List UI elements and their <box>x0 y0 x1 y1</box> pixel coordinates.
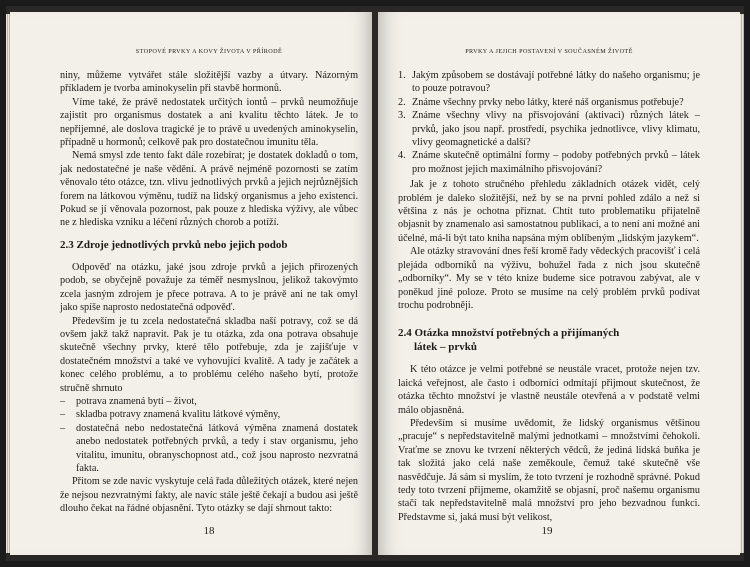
paragraph: Především si musíme uvědomit, že lidský organismus většinou „pracuje“ s nepředstavitelně malými jednotkami – množstvími čehokoli. Vraťme se znovu ke tvrzení některých vědců, že jediná lidská buňka je tak složitá jako celá naše zeměkoule, čemuž také skutečně vše nasvědčuje. Já sám si myslím, že toto tvrzení je rozhodně správné. Pokud tedy toto tvrzení přijmeme, okamžitě se objasní, proč našemu organismu stačí tak nepředstavitelně malá množství pro jeho bezvadnou funkci. Představme si, jaká musí být velikost, <box>398 417 700 523</box>
heading-line: 2.4 Otázka množství potřebných a přijímaných <box>398 327 620 340</box>
heading-line: látek – prvků <box>414 341 477 354</box>
list-text: Známe všechny prvky nebo látky, které náš organismus potřebuje? <box>412 96 684 108</box>
list-item <box>398 96 700 109</box>
paragraph: Nemá smysl zde tento fakt dále rozebírat; je dostatek dokladů o tom, jak nedostatečné je naše vědění. A právě nejméně pozornosti se zatím věnovalo této otázce, tzn. vlivu jednotlivých prvků a jejich nejrůznějších forem na látkovou výměnu, tudíž na lidský organismus a jeho existenci. Pokud se jí věnovala pozornost, pak pouze z hlediska výživy, ale vůbec ne z hlediska vzniku a léčení různých chorob a potíží. <box>60 150 358 229</box>
list-item: – skladba potravy znamená kvalitu látkové výměny, <box>60 408 358 421</box>
paragraph: Přitom se zde navíc vyskytuje celá řada důležitých otázek, které nejen že nejsou nezvratnými fakty, ale navíc stále ještě čekají a budou asi ještě dlouho čekat na řádné objasnění. Tyto otázky se dají shrnout takto: <box>60 476 358 515</box>
list-item: – dostatečná nebo nedostatečná látková výměna znamená dostatek anebo nedostatek potřebných prvků, a tedy i stav organismu, jeho vitalitu, imunitu, obranyschopnost atd., což jsou naprosto nezvratná fakta. <box>60 422 358 476</box>
page-number: 19 <box>541 525 553 537</box>
section-heading: 2.3 Zdroje jednotlivých prvků nebo jejich podob <box>60 238 288 251</box>
paragraph: Jak je z tohoto stručného přehledu základních otázek vidět, celý problém je daleko složitější, než by se na první pohled zdálo a než si většina z nás je ochotna přiznat. Chtít tuto problematiku přijatelně objasnit by znamenalo asi samostatnou publikaci, a to není ani možné ani účelné, má-li být tato kniha napsána mým oblíbeným „lidským jazykem“. <box>398 179 700 244</box>
running-head: STOPOVÉ PRVKY A KOVY ŽIVOTA V PŘÍRODĚ <box>135 48 283 55</box>
list-number: 3. <box>398 110 406 122</box>
paragraph: Ale otázky stravování dnes řeší kromě řady vědeckých pracovišť i celá plejáda odborníků na výživu, bohužel řada z nich jsou skutečně „odborníky“. My se v této knize budeme sice potravou zabývat, ale v poněkud jiné poloze. Proto se musíme na celý problém prvků podívat trochu podrobněji. <box>398 246 700 311</box>
dash-list <box>60 395 358 475</box>
right-page <box>378 12 740 555</box>
paragraph: Především je tu zcela nedostatečná skladba naší potravy, což se dá ovšem jakž takž napravit. Pak je tu otázka, zda ona potrava obsahuje skutečně všechny prvky, které tělo potřebuje, zda je zajišťuje v dostatečném množství a také ve vyhovující kvalitě. A tady je začátek a konec celého problému, a to problému celého našeho bytí, protože stručně shrnuto <box>60 315 358 394</box>
question-list <box>398 69 700 176</box>
list-text: Jakým způsobem se dostávají potřebné látky do našeho organismu; je to pouze potravou? <box>412 70 700 95</box>
paragraph: Víme také, že právě nedostatek určitých iontů – prvků neumožňuje zajistit pro organismus dostatek a ani kvalitu těchto látek. Je to nepřijemné, ale doslova tragické je to právě u uvedených aminokyselin, případně u hormonů; celkově pak pro dostatečnou imunitu těla. <box>60 96 358 149</box>
list-number: 1. <box>398 70 406 81</box>
paragraph: K této otázce je velmi potřebné se neustále vracet, protože nejen tzv. laická veřejnost, ale často i odborníci odmítají přijmout skutečnost, že otázka těchto množství je vlastně neustále otevřená a v podstatě velmi málo objasněná. <box>398 364 700 416</box>
list-number: 2. <box>398 96 406 108</box>
list-item <box>398 69 700 96</box>
list-text: Známe všechny vlivy na přisvojování (aktivaci) různých látek – prvků, jako jsou např. prostředí, psychika jednotlivce, vlivy klimatu, vlivy geomagnetické a další? <box>412 110 700 149</box>
page-number: 18 <box>203 525 215 537</box>
list-item <box>398 109 700 149</box>
left-page <box>10 12 372 555</box>
section-heading <box>398 326 700 354</box>
page-edge-right <box>740 14 744 553</box>
paragraph: niny, můžeme vytvářet stále složitější vazby a útvary. Názorným příkladem je tvorba aminokyselin při stavbě hormonů. <box>60 70 358 95</box>
list-number: 4. <box>398 150 406 162</box>
open-book <box>6 6 744 561</box>
paragraph: Odpověď na otázku, jaké jsou zdroje prvků a jejich přirozených podob, se obyčejně považuje za téměř nesmyslnou, jelikož takovýmto zcela jasným zdrojem je přece potrava. A to je právě ani ne tak omyl jako spíše naprosto nedostatečná odpověď. <box>60 261 358 314</box>
list-text: Známe skutečně optimální formy – podoby potřebných prvků – látek pro možnost jejich maximálního přisvojování? <box>412 150 700 175</box>
list-item <box>398 149 700 176</box>
running-head: PRVKY A JEJICH POSTAVENÍ V SOUČASNÉM ŽIVOTĚ <box>465 48 633 55</box>
list-item: – potrava znamená bytí – život, <box>60 395 358 408</box>
